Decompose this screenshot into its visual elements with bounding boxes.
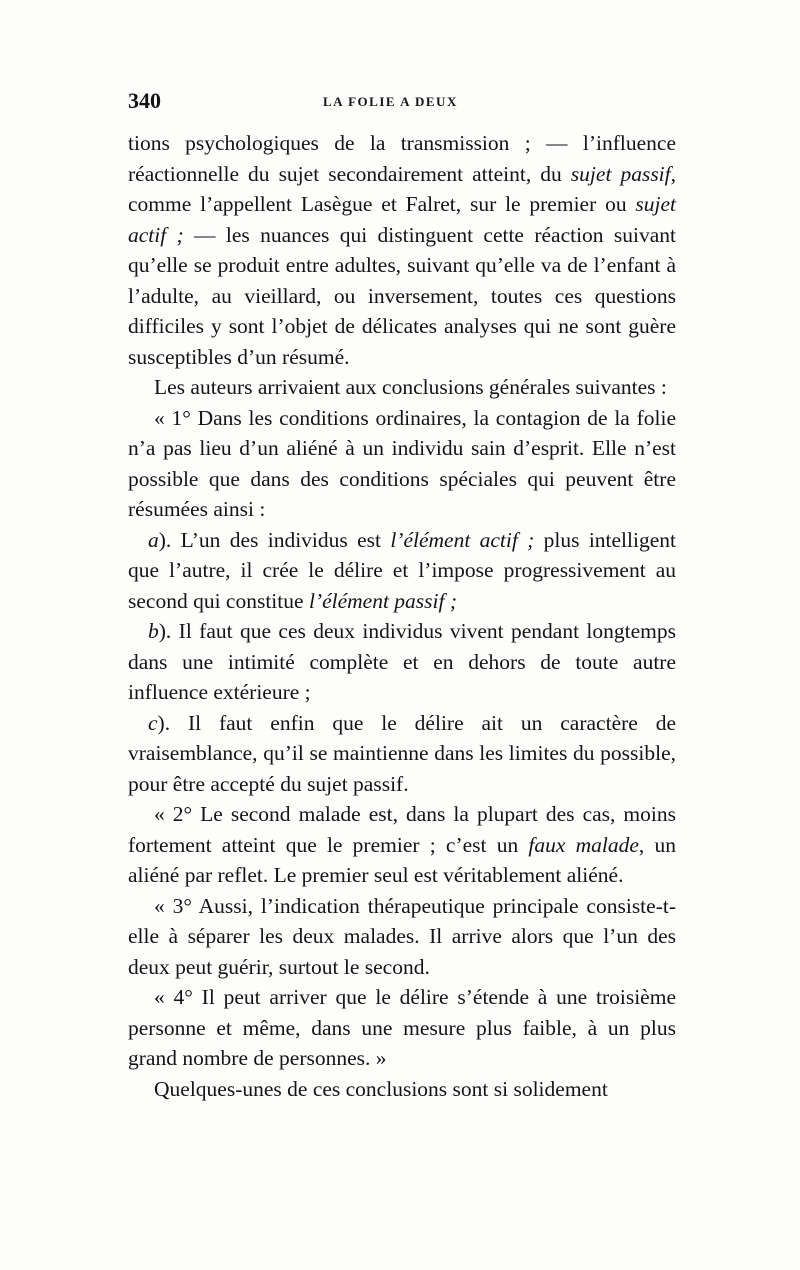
text-segment: « 3° Aussi, l’indication thérapeutique principale consiste-t-elle à séparer les deux malades. Il arrive alors que l’un des deux peut guérir, surtout le second. [128, 893, 676, 979]
text-segment: « 4° Il peut arriver que le délire s’étende à une troisième personne et même, dans une mesure plus faible, à un plus grand nombre de personnes. » [128, 985, 676, 1070]
text-segment: Les auteurs arrivaient aux conclusions générales suivantes : [154, 375, 667, 399]
conclusion-4 [128, 982, 676, 1074]
conclusion-3 [128, 891, 676, 983]
conclusion-1 [128, 403, 676, 525]
text-segment: ). Il faut enfin que le délire ait un caractère de vraisemblance, qu’il se maintienne dans les limites du possible, pour être accepté du sujet passif. [128, 710, 676, 796]
italic-segment: faux malade [528, 832, 639, 857]
item-letter: c [148, 710, 158, 735]
italic-segment: l’élément actif ; [390, 527, 535, 552]
italic-segment: l’élément passif ; [308, 588, 458, 613]
text-segment: Quelques-unes de ces conclusions sont si solidement [154, 1076, 608, 1101]
item-letter: a [148, 527, 159, 552]
paragraph-2 [128, 372, 676, 403]
page-number: 340 [128, 88, 161, 113]
text-segment: — les nuances qui distinguent cette réaction suivant qu’elle se produit entre adultes, suivant qu’elle va de l’enfant à l’adulte, au vieillard, ou inversement, toutes ces questions difficiles y sont l’objet de délicates analyses qui ne sont guère susceptibles d’un résumé. [128, 222, 676, 369]
running-title: LA FOLIE A DEUX [323, 94, 458, 109]
italic-segment: sujet actif ; [128, 192, 676, 247]
paragraph-last [128, 1074, 676, 1105]
text-segment: , comme l’appellent Lasègue et Falret, sur le premier ou [128, 161, 677, 216]
text-segment: ). L’un des individus est [158, 527, 391, 552]
text-segment: « 2° Le second malade est, dans la plupart des cas, moins fortement atteint que le premier ; c’est un [128, 802, 676, 857]
conclusion-2 [128, 799, 676, 891]
text-segment: , un aliéné par reflet. Le premier seul est véritablement aliéné. [128, 832, 676, 887]
condition-a [128, 525, 676, 617]
text-segment: tions psychologiques de la transmission ; — l’influence réactionnelle du sujet secondairement atteint, du [128, 131, 676, 186]
body-text [128, 128, 676, 1104]
text-segment: ). Il faut que ces deux individus vivent pendant longtemps dans une intimité complète et en dehors de toute autre influence extérieure ; [128, 619, 676, 704]
text-segment: « 1° Dans les conditions ordinaires, la contagion de la folie n’a pas lieu d’un aliéné à un individu sain d’esprit. Elle n’est possible que dans des conditions spéciales qui peuvent être résumées ainsi : [128, 405, 676, 521]
item-letter: b [148, 619, 159, 643]
condition-c [128, 708, 676, 800]
italic-segment: sujet passif [570, 161, 671, 186]
condition-b [128, 616, 676, 708]
text-segment: plus intelligent que l’autre, il crée le délire et l’impose progressivement au second qui constitue [128, 527, 676, 613]
page-header [128, 88, 676, 116]
paragraph-1 [128, 128, 676, 372]
